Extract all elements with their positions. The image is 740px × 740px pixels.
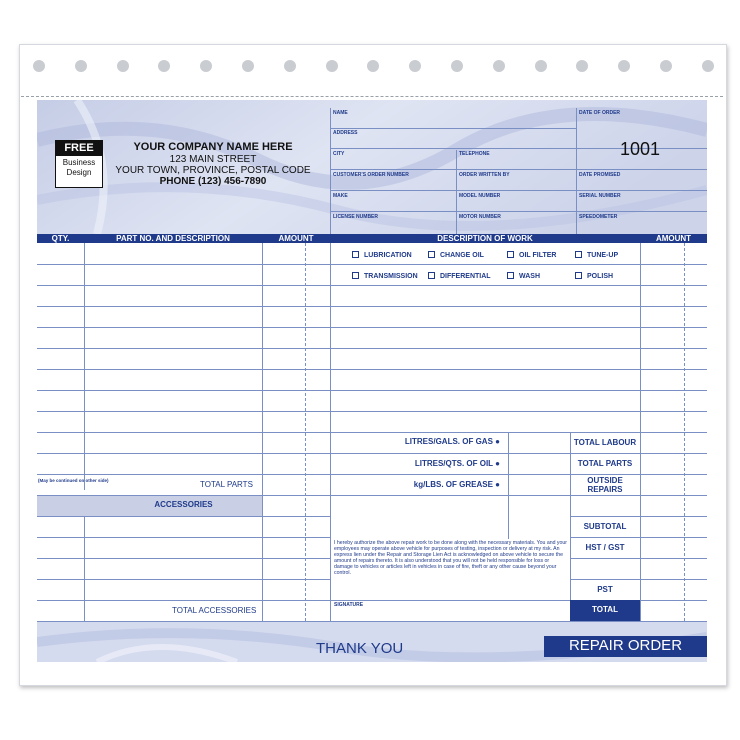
row-line	[330, 495, 707, 496]
punch-hole	[702, 60, 714, 72]
date-promised-label: DATE PROMISED	[579, 172, 621, 178]
row-line	[330, 264, 707, 265]
checkbox-icon	[428, 272, 435, 279]
row-line	[330, 390, 707, 391]
company-city: YOUR TOWN, PROVINCE, POSTAL CODE	[115, 165, 311, 176]
qty-header: QTY.	[37, 234, 84, 243]
grid-line	[84, 516, 85, 621]
row-line	[570, 516, 707, 517]
grease-label: kg/LBS. OF GREASE ●	[413, 480, 500, 489]
punch-hole	[75, 60, 87, 72]
speedometer-label: SPEEDOMETER	[579, 214, 618, 220]
subtotal-label: SUBTOTAL	[583, 522, 627, 531]
model-label: MODEL NUMBER	[459, 193, 501, 199]
option-oil-filter[interactable]: OIL FILTER	[507, 251, 556, 259]
row-line	[570, 537, 707, 538]
part-header: PART NO. AND DESCRIPTION	[84, 234, 262, 243]
grid-line	[640, 243, 641, 621]
row-line	[570, 579, 707, 580]
badge-line2: Design	[66, 168, 92, 177]
punch-hole	[242, 60, 254, 72]
row-line	[570, 558, 707, 559]
parts-note: (May be continued on other side)	[38, 478, 109, 483]
checkbox-icon	[575, 272, 582, 279]
pst-label: PST	[597, 585, 613, 594]
badge-free: FREE	[56, 141, 102, 156]
checkbox-icon	[352, 272, 359, 279]
punch-hole	[326, 60, 338, 72]
punch-hole	[33, 60, 45, 72]
accessories-header: ACCESSORIES	[154, 500, 213, 509]
punch-hole	[535, 60, 547, 72]
row-line	[37, 369, 330, 370]
grid-line	[262, 243, 263, 621]
checkbox-icon	[428, 251, 435, 258]
grid-line	[508, 432, 509, 539]
checkbox-icon	[575, 251, 582, 258]
punch-hole	[493, 60, 505, 72]
row-line	[37, 348, 330, 349]
company-block	[108, 141, 318, 188]
grid-line	[330, 108, 331, 234]
make-label: MAKE	[333, 193, 348, 199]
badge-line1: Business	[62, 158, 96, 167]
row-line	[37, 432, 330, 433]
row-line	[330, 285, 707, 286]
row-line	[330, 411, 707, 412]
work-header: DESCRIPTION OF WORK	[330, 234, 640, 243]
grid-line	[330, 190, 707, 191]
cents-divider	[684, 243, 685, 621]
option-polish[interactable]: POLISH	[575, 272, 613, 280]
grid-line	[330, 128, 576, 129]
punch-hole	[284, 60, 296, 72]
option-differential[interactable]: DIFFERENTIAL	[428, 272, 491, 280]
grid-line	[84, 243, 85, 490]
option-change-oil[interactable]: CHANGE OIL	[428, 251, 484, 259]
row-line	[37, 453, 330, 454]
company-street: 123 MAIN STREET	[169, 154, 257, 165]
grid-line	[330, 211, 707, 212]
motor-label: MOTOR NUMBER	[459, 214, 501, 220]
punch-hole	[117, 60, 129, 72]
company-name: YOUR COMPANY NAME HERE	[133, 141, 293, 153]
bullet-icon: ●	[495, 437, 500, 446]
row-line	[37, 474, 330, 475]
amount-header-left: AMOUNT	[262, 234, 330, 243]
row-line	[37, 558, 330, 559]
option-tune-up[interactable]: TUNE-UP	[575, 251, 618, 259]
amount-header-right: AMOUNT	[640, 234, 707, 243]
row-line	[330, 453, 707, 454]
total-parts-summary-label: TOTAL PARTS	[577, 459, 633, 468]
row-line	[37, 264, 330, 265]
row-line	[330, 369, 707, 370]
total-labour-label: TOTAL LABOUR	[573, 438, 637, 447]
order-written-by-label: ORDER WRITTEN BY	[459, 172, 510, 178]
order-number: 1001	[620, 139, 661, 159]
row-line	[330, 348, 707, 349]
option-transmission[interactable]: TRANSMISSION	[352, 272, 418, 280]
option-wash[interactable]: WASH	[507, 272, 540, 280]
punch-hole	[451, 60, 463, 72]
outside-repairs-label: OUTSIDE REPAIRS	[587, 476, 623, 494]
perforation-line	[21, 96, 723, 97]
row-line	[37, 516, 330, 517]
form-title: REPAIR ORDER	[568, 637, 683, 654]
row-line	[330, 306, 707, 307]
bullet-icon: ●	[495, 459, 500, 468]
row-line	[330, 327, 707, 328]
row-line	[330, 432, 707, 433]
checkbox-icon	[352, 251, 359, 258]
row-line	[37, 390, 330, 391]
checkbox-icon	[507, 272, 514, 279]
row-line	[330, 474, 707, 475]
row-line	[37, 306, 330, 307]
date-of-order-label: DATE OF ORDER	[579, 110, 621, 116]
address-label: ADDRESS	[333, 130, 358, 136]
grid-line	[456, 150, 457, 234]
grid-line	[330, 169, 707, 170]
telephone-label: TELEPHONE	[459, 151, 490, 157]
thank-you-text: THANK YOU	[316, 640, 404, 657]
authorization-text: I hereby authorize the above repair work to be done along with the necessary materials. You and your employees may operate above vehicle for purposes of testing, inspection or delivery at my risk. An express lien under the Repair and Storage Lien Act is acknowledged on above vehicle to secure the amount of repairs thereto. It is also understood that you will not be held responsible for loss or damage to vehicles or articles left in vehicles in case of fire, theft or any other cause beyond your control.	[334, 540, 568, 577]
row-line	[37, 411, 330, 412]
cents-divider	[305, 243, 306, 621]
gas-label: LITRES/GALS. OF GAS ●	[404, 437, 500, 446]
punch-hole	[660, 60, 672, 72]
city-label: CITY	[333, 151, 345, 157]
option-lubrication[interactable]: LUBRICATION	[352, 251, 412, 259]
row-line	[37, 285, 330, 286]
total-accessories-label: TOTAL ACCESSORIES	[172, 606, 257, 615]
oil-label: LITRES/QTS. OF OIL ●	[414, 459, 500, 468]
row-line	[37, 600, 330, 601]
total-parts-label: TOTAL PARTS	[200, 480, 253, 489]
company-phone: PHONE (123) 456-7890	[159, 176, 267, 187]
serial-label: SERIAL NUMBER	[579, 193, 621, 199]
row-line	[330, 600, 707, 601]
bullet-icon: ●	[495, 480, 500, 489]
name-label: NAME	[333, 110, 348, 116]
customer-order-label: CUSTOMER'S ORDER NUMBER	[333, 172, 409, 178]
row-line	[37, 327, 330, 328]
checkbox-icon	[507, 251, 514, 258]
grid-line	[576, 108, 577, 234]
hst-gst-label: HST / GST	[585, 543, 625, 552]
row-line	[37, 579, 330, 580]
row-line	[37, 537, 330, 538]
license-label: LICENSE NUMBER	[333, 214, 379, 220]
total-label: TOTAL	[592, 605, 618, 614]
business-design-badge	[55, 140, 103, 188]
signature-label: SIGNATURE	[334, 602, 364, 608]
